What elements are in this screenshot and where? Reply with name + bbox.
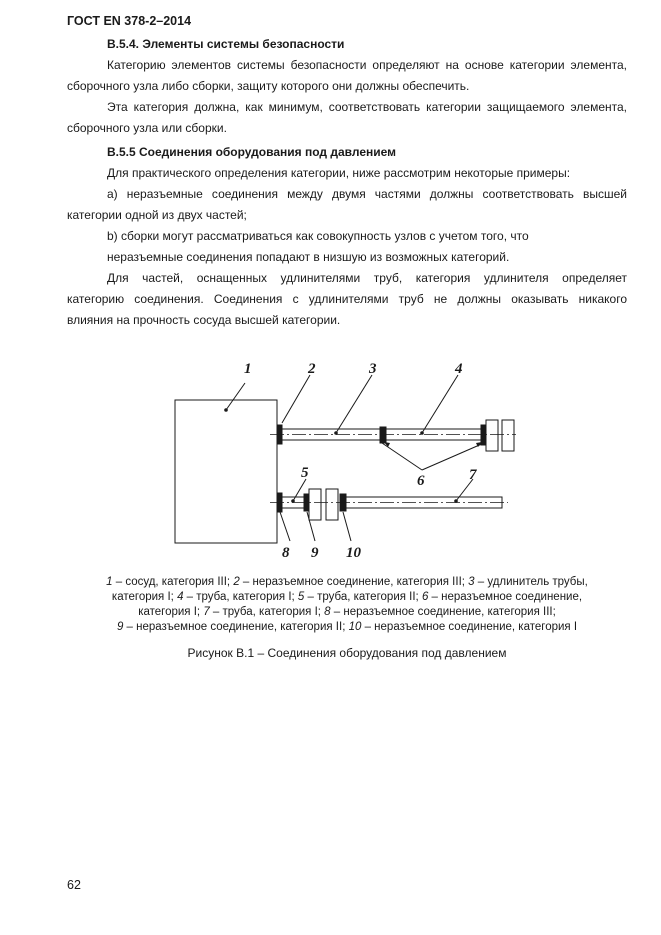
flange-lower-2 [326, 489, 338, 520]
label-7: 7 [469, 467, 477, 483]
paragraph-b55-c: Для частей, оснащенных удлинителями труб, категория удлинителя определяет категорию соединения. Соединения с удлинителями труб не должны оказывать никакого влияния на прочность сосуда высшей категории. [67, 271, 627, 327]
label-2: 2 [308, 361, 316, 377]
document-code: ГОСТ EN 378-2–2014 [67, 14, 192, 28]
flange-upper-2 [502, 420, 514, 451]
label-6: 6 [417, 473, 425, 489]
paragraph-b54-2: Эта категория должна, как минимум, соответствовать категории защищаемого элемента, сборочного узла или сборки. [67, 100, 627, 135]
paragraph-b55-b: b) сборки могут рассматриваться как совокупность узлов с учетом того, что неразъемные соединения попадают в низшую из возможных категорий. [107, 229, 529, 264]
paragraph-b54-1: Категорию элементов системы безопасности определяют на основе категории элемента, сборочного узла либо сборки, защиту которого они должны обеспечить. [67, 58, 627, 93]
joint-6a [380, 427, 386, 443]
section-title-b55: В.5.5 Соединения оборудования под давлением [107, 145, 397, 159]
flange-upper-1 [486, 420, 498, 451]
label-8: 8 [282, 545, 290, 561]
vessel [175, 400, 277, 543]
page-number: 62 [67, 878, 81, 892]
figure-title: Рисунок В.1 – Соединения оборудования под давлением [187, 646, 507, 660]
label-10: 10 [346, 545, 361, 561]
label-9: 9 [311, 545, 319, 561]
label-4: 4 [455, 361, 463, 377]
label-1: 1 [244, 361, 252, 377]
paragraph-b55-intro: Для практического определения категории, ниже рассмотрим некоторые примеры: [107, 166, 571, 180]
paragraph-b55-a: а) неразъемные соединения между двумя частями должны соответствовать высшей категории одной из двух частей; [67, 187, 627, 222]
label-5: 5 [301, 465, 309, 481]
joint-upper-end [481, 425, 486, 445]
section-title-b54: В.5.4. Элементы системы безопасности [107, 37, 345, 51]
figure-legend: 1 – сосуд, категория III; 2 – неразъемное соединение, категория III; 3 – удлинитель трубы, категория I; 4 – труба, категория I; 5 – труба, категория II; 6 – неразъемное соединение, категория I; 7 – труба, категория I; 8 – неразъемное соединение, категория III; 9 – неразъемное соединение, категория II; 10 – неразъемное соединение, категория I [106, 576, 588, 633]
label-3: 3 [369, 361, 377, 377]
flange-lower-1 [309, 489, 321, 520]
figure-pressure-connections [160, 355, 520, 565]
